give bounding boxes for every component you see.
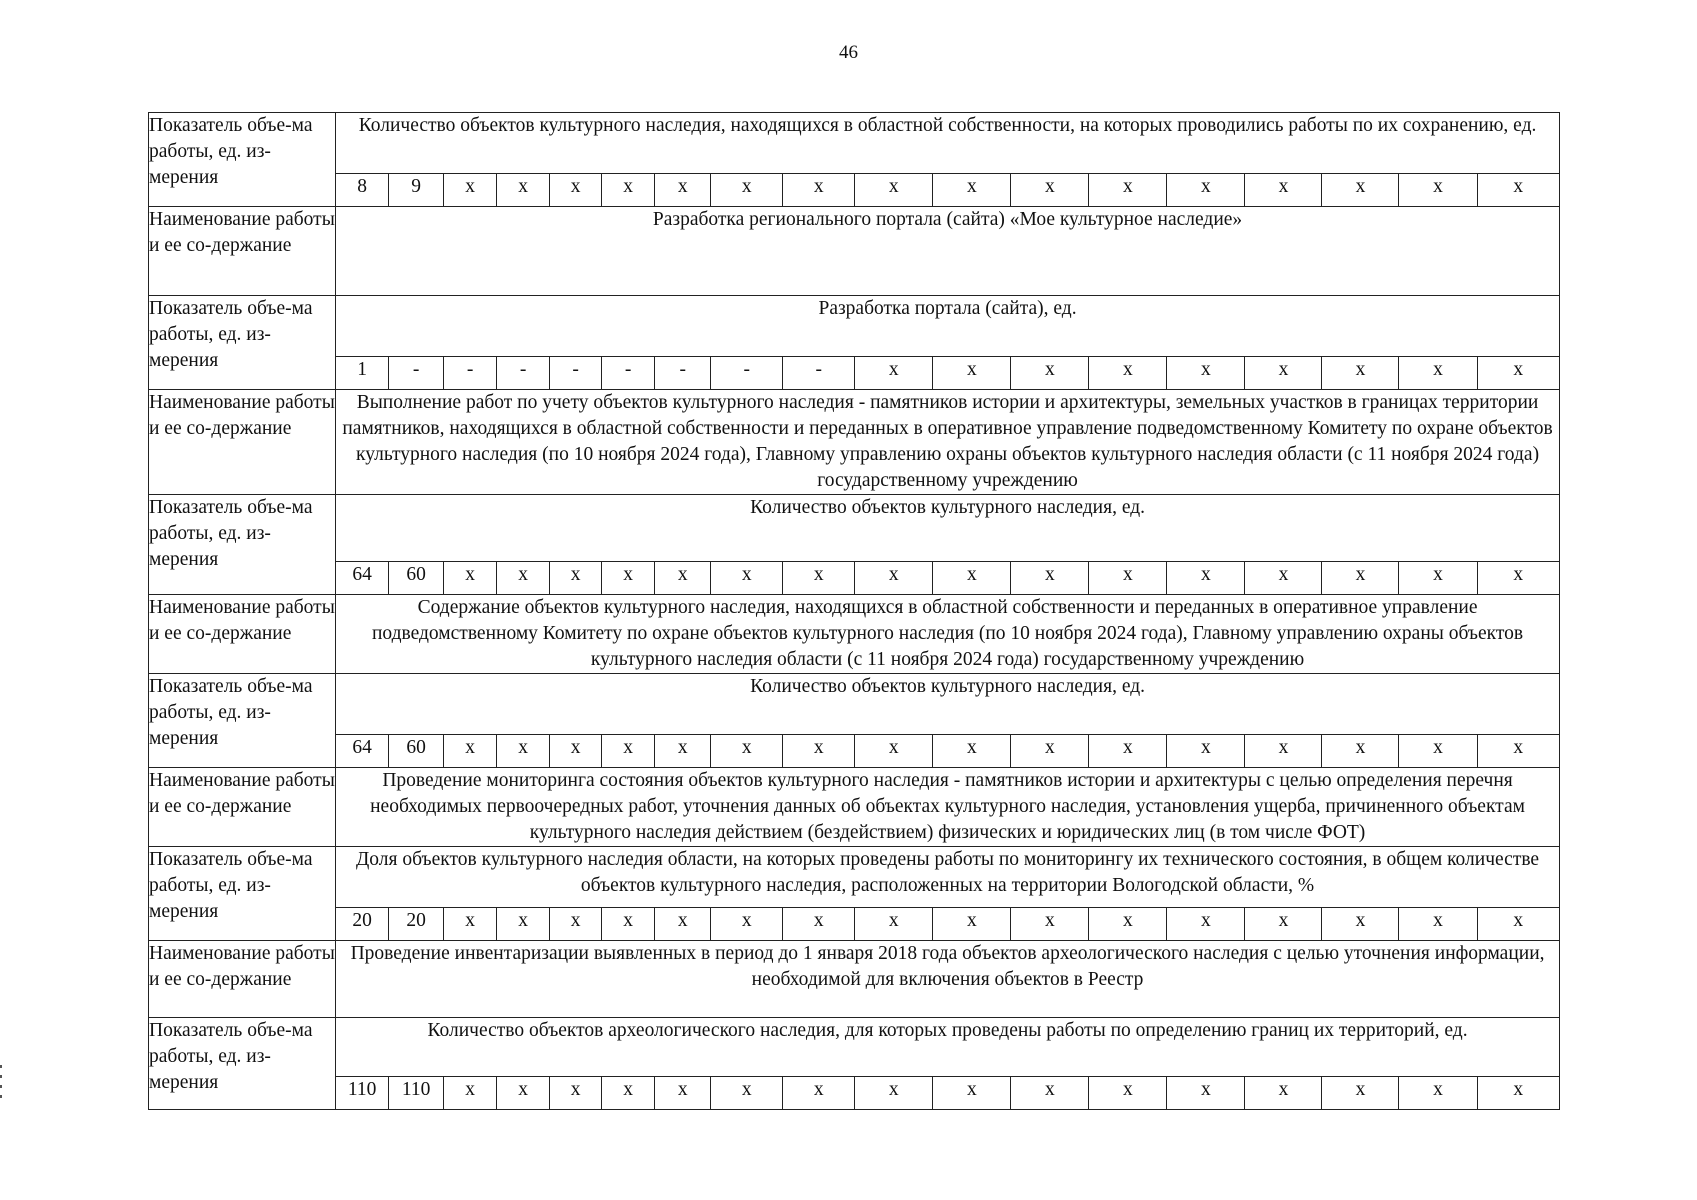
value-cell: 8 xyxy=(336,174,389,207)
value-cell: х xyxy=(855,357,933,390)
value-cell: 60 xyxy=(389,562,444,595)
value-cell: х xyxy=(497,908,550,941)
value-cell: х xyxy=(1011,908,1089,941)
page-number: 46 xyxy=(839,42,858,63)
value-cell: х xyxy=(783,908,855,941)
value-cell: х xyxy=(1089,735,1167,768)
value-cell: х xyxy=(1167,1077,1245,1110)
indicator-description: Количество объектов культурного наследия, находящихся в областной собственности, на которых проводились работы по их сохранению, ед. xyxy=(336,113,1560,174)
value-cell: х xyxy=(1011,1077,1089,1110)
value-cell: х xyxy=(1089,174,1167,207)
value-cell: х xyxy=(1399,357,1477,390)
value-cell: х xyxy=(550,908,602,941)
value-cell: х xyxy=(1089,357,1167,390)
value-cell: х xyxy=(711,174,783,207)
work-row xyxy=(149,595,1560,674)
value-cell: х xyxy=(550,562,602,595)
value-cell: х xyxy=(444,908,497,941)
value-cell: х xyxy=(1399,1077,1477,1110)
value-cell: х xyxy=(550,174,602,207)
value-cell: х xyxy=(933,1077,1011,1110)
value-cell: х xyxy=(444,735,497,768)
value-cell: х xyxy=(783,1077,855,1110)
work-label: Наименование работы и ее со-держание xyxy=(149,768,336,847)
work-indicators-table xyxy=(148,112,1560,1110)
value-cell: х xyxy=(1399,735,1477,768)
scan-mark xyxy=(0,1085,2,1088)
value-cell: 9 xyxy=(389,174,444,207)
work-label: Наименование работы и ее со-держание xyxy=(149,595,336,674)
value-cell: 20 xyxy=(389,908,444,941)
indicator-label: Показатель объе-ма работы, ед. из-мерения xyxy=(149,1018,336,1110)
value-cell: 64 xyxy=(336,735,389,768)
value-cell: х xyxy=(602,562,655,595)
indicator-row xyxy=(149,1018,1560,1077)
value-cell: х xyxy=(602,174,655,207)
value-cell: х xyxy=(855,562,933,595)
indicator-row xyxy=(149,674,1560,735)
value-cell: х xyxy=(497,735,550,768)
value-cell: х xyxy=(550,1077,602,1110)
work-description: Содержание объектов культурного наследия, находящихся в областной собственности и переданных в оперативное управление подведомственному Комитету по охране объектов культурного наследия (по 10 ноября 2024 года), Главному управлению охраны объектов культурного наследия области (с 11 ноября 2024 года) государственному учреждению xyxy=(336,595,1560,674)
value-cell: х xyxy=(1167,357,1245,390)
scan-mark xyxy=(0,1075,2,1078)
value-cell: х xyxy=(855,908,933,941)
value-cell: х xyxy=(1399,562,1477,595)
indicator-label: Показатель объе-ма работы, ед. из-мерения xyxy=(149,113,336,207)
value-cell: х xyxy=(1167,174,1245,207)
value-cell: х xyxy=(711,1077,783,1110)
value-cell: х xyxy=(1089,1077,1167,1110)
indicator-label: Показатель объе-ма работы, ед. из-мерения xyxy=(149,674,336,768)
value-cell: х xyxy=(1322,735,1399,768)
value-cell: х xyxy=(855,1077,933,1110)
value-cell: 1 xyxy=(336,357,389,390)
work-row xyxy=(149,768,1560,847)
indicator-row xyxy=(149,495,1560,562)
indicator-description: Количество объектов культурного наследия, ед. xyxy=(336,674,1560,735)
value-cell: х xyxy=(1089,562,1167,595)
work-row xyxy=(149,941,1560,1018)
value-cell: - xyxy=(783,357,855,390)
indicator-description: Доля объектов культурного наследия области, на которых проведены работы по мониторингу их технического состояния, в общем количестве объектов культурного наследия, расположенных на территории Вологодской области, % xyxy=(336,847,1560,908)
indicator-label: Показатель объе-ма работы, ед. из-мерения xyxy=(149,847,336,941)
value-cell: х xyxy=(783,174,855,207)
indicator-label: Показатель объе-ма работы, ед. из-мерения xyxy=(149,495,336,595)
value-cell: х xyxy=(933,735,1011,768)
value-cell: х xyxy=(711,562,783,595)
value-cell: х xyxy=(1167,562,1245,595)
value-cell: х xyxy=(655,735,711,768)
value-cell: - xyxy=(602,357,655,390)
value-cell: х xyxy=(1167,908,1245,941)
value-cell: х xyxy=(497,174,550,207)
value-cell: х xyxy=(497,1077,550,1110)
value-cell: - xyxy=(389,357,444,390)
scan-mark xyxy=(0,1095,2,1098)
value-cell: х xyxy=(1011,174,1089,207)
indicator-description: Количество объектов археологического наследия, для которых проведены работы по определению границ их территорий, ед. xyxy=(336,1018,1560,1077)
value-cell: х xyxy=(933,174,1011,207)
value-cell: 60 xyxy=(389,735,444,768)
value-cell: х xyxy=(1011,562,1089,595)
value-cell: х xyxy=(1399,908,1477,941)
value-cell: х xyxy=(933,562,1011,595)
values-row xyxy=(149,357,1560,390)
value-cell: х xyxy=(1167,735,1245,768)
value-cell: х xyxy=(1322,1077,1399,1110)
work-label: Наименование работы и ее со-держание xyxy=(149,390,336,495)
scan-mark xyxy=(0,1065,2,1068)
value-cell: - xyxy=(711,357,783,390)
value-cell: х xyxy=(1245,735,1322,768)
value-cell: - xyxy=(655,357,711,390)
indicator-row xyxy=(149,847,1560,908)
value-cell: х xyxy=(550,735,602,768)
value-cell: х xyxy=(1322,562,1399,595)
value-cell: х xyxy=(711,908,783,941)
value-cell: х xyxy=(933,908,1011,941)
value-cell: х xyxy=(602,735,655,768)
value-cell: х xyxy=(933,357,1011,390)
value-cell: х xyxy=(602,1077,655,1110)
work-description: Проведение инвентаризации выявленных в период до 1 января 2018 года объектов археологического наследия с целью уточнения информации, необходимой для включения объектов в Реестр xyxy=(336,941,1560,1018)
value-cell: х xyxy=(1245,908,1322,941)
value-cell: х xyxy=(1089,908,1167,941)
indicator-label: Показатель объе-ма работы, ед. из-мерения xyxy=(149,296,336,390)
value-cell: х xyxy=(783,562,855,595)
value-cell: х xyxy=(655,174,711,207)
value-cell: х xyxy=(655,562,711,595)
value-cell: х xyxy=(1245,562,1322,595)
values-row xyxy=(149,1077,1560,1110)
value-cell: х xyxy=(444,562,497,595)
value-cell: 64 xyxy=(336,562,389,595)
value-cell: х xyxy=(1245,174,1322,207)
value-cell: - xyxy=(497,357,550,390)
work-row xyxy=(149,390,1560,495)
value-cell: х xyxy=(655,908,711,941)
value-cell: х xyxy=(444,174,497,207)
value-cell: 110 xyxy=(389,1077,444,1110)
values-row xyxy=(149,908,1560,941)
value-cell: 20 xyxy=(336,908,389,941)
value-cell: х xyxy=(1477,357,1559,390)
value-cell: х xyxy=(855,735,933,768)
value-cell: х xyxy=(1322,908,1399,941)
value-cell: х xyxy=(783,735,855,768)
value-cell: - xyxy=(444,357,497,390)
work-description: Разработка регионального портала (сайта) «Мое культурное наследие» xyxy=(336,207,1560,296)
work-label: Наименование работы и ее со-держание xyxy=(149,941,336,1018)
value-cell: х xyxy=(1477,908,1559,941)
value-cell: х xyxy=(1011,357,1089,390)
value-cell: х xyxy=(444,1077,497,1110)
values-row xyxy=(149,735,1560,768)
work-description: Проведение мониторинга состояния объектов культурного наследия - памятников истории и архитектуры с целью определения перечня необходимых первоочередных работ, уточнения данных об объектах культурного наследия, установления ущерба, причиненного объектам культурного наследия действием (бездействием) физических и юридических лиц (в том числе ФОТ) xyxy=(336,768,1560,847)
work-row xyxy=(149,207,1560,296)
indicator-description: Количество объектов культурного наследия, ед. xyxy=(336,495,1560,562)
value-cell: х xyxy=(1011,735,1089,768)
value-cell: х xyxy=(1322,174,1399,207)
value-cell: х xyxy=(1399,174,1477,207)
value-cell: х xyxy=(1477,174,1559,207)
values-row xyxy=(149,174,1560,207)
values-row xyxy=(149,562,1560,595)
value-cell: х xyxy=(1322,357,1399,390)
indicator-row xyxy=(149,113,1560,174)
value-cell: х xyxy=(497,562,550,595)
value-cell: х xyxy=(1477,735,1559,768)
value-cell: х xyxy=(1477,1077,1559,1110)
value-cell: х xyxy=(1477,562,1559,595)
indicator-row xyxy=(149,296,1560,357)
value-cell: х xyxy=(602,908,655,941)
value-cell: - xyxy=(550,357,602,390)
value-cell: 110 xyxy=(336,1077,389,1110)
value-cell: х xyxy=(1245,1077,1322,1110)
value-cell: х xyxy=(655,1077,711,1110)
value-cell: х xyxy=(711,735,783,768)
value-cell: х xyxy=(855,174,933,207)
indicator-description: Разработка портала (сайта), ед. xyxy=(336,296,1560,357)
work-description: Выполнение работ по учету объектов культурного наследия - памятников истории и архитектуры, земельных участков в границах территории памятников, находящихся в областной собственности и переданных в оперативное управление подведомственному Комитету по охране объектов культурного наследия (по 10 ноября 2024 года), Главному управлению охраны объектов культурного наследия области (с 11 ноября 2024 года) государственному учреждению xyxy=(336,390,1560,495)
work-label: Наименование работы и ее со-держание xyxy=(149,207,336,296)
value-cell: х xyxy=(1245,357,1322,390)
